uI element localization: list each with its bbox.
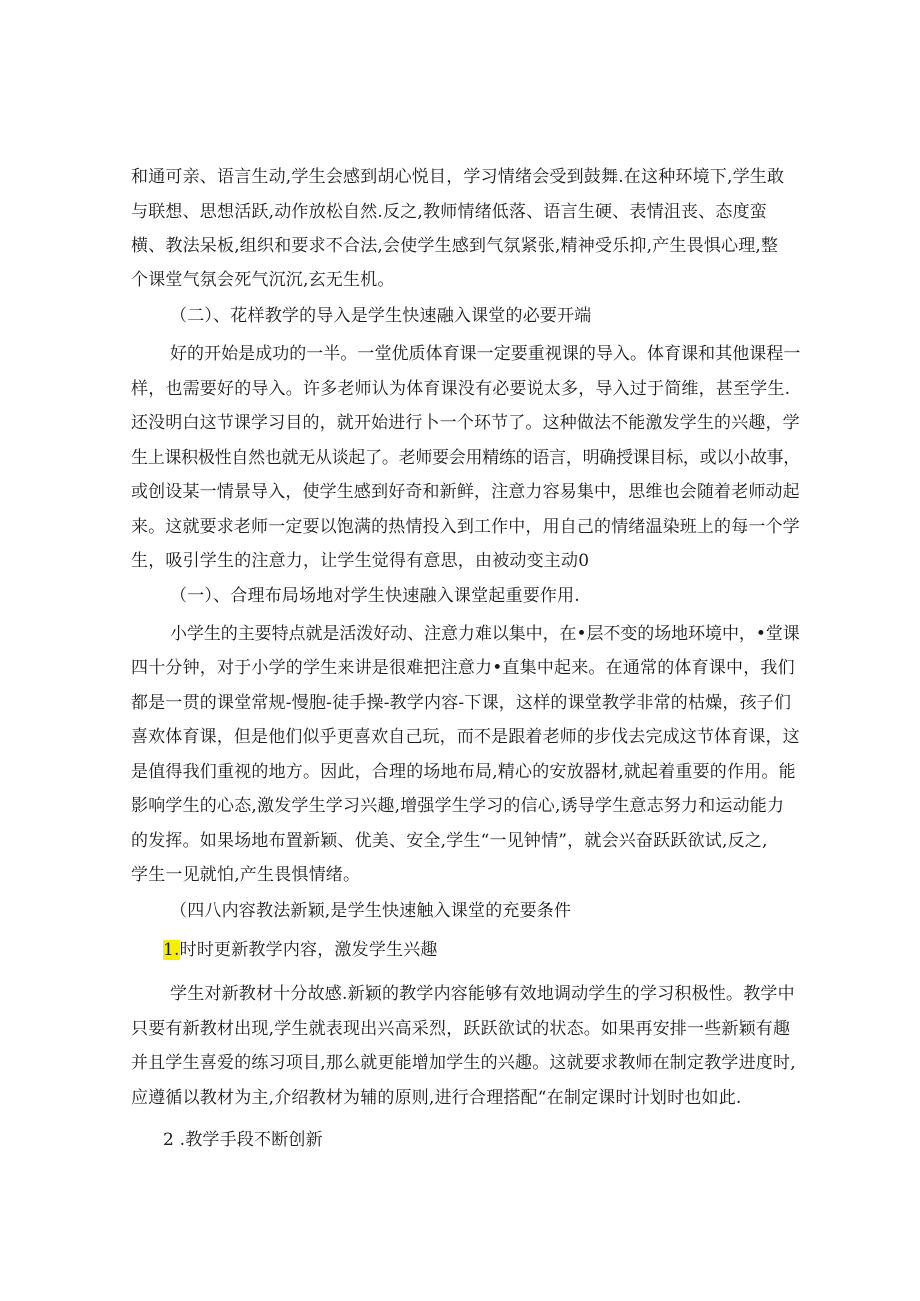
paragraph-4-line-1: 学生对新教材十分故感.新颖的教学内容能够有效地调动学生的学习积极性。教学中: [170, 984, 795, 1004]
paragraph-3-line-3: 都是一贯的课堂常规-慢胞-徒手操-教学内容-下课，这样的课堂教学非常的枯燥，孩子们: [131, 693, 792, 713]
paragraph-4-line-3: 并且学生喜爱的练习项目,那么就更能增加学生的兴趣。这就要求教师在制定教学进度时,: [131, 1053, 796, 1073]
paragraph-3-line-6: 影响学生的心态,激发学生学习兴趣,增强学生学习的信心,诱导学生意志努力和运动能力: [131, 796, 785, 816]
paragraph-1-line-1: 和通可亲、语言生动,学生会感到胡心悦目，学习情绪会受到鼓舞.在这种环境下,学生敢: [131, 167, 785, 187]
paragraph-1-line-2: 与联想、思想活跃,动作放松自然.反之,教师情绪低落、语言生硬、表情沮丧、态度蛮: [131, 202, 768, 222]
paragraph-2-line-2: 样，也需要好的导入。许多老师认为体育课没有必要说太多，导入过于简维，甚至学生.: [131, 379, 791, 399]
subheading-1-text: 时时更新教学内容，激发学生兴趣: [179, 940, 438, 960]
subheading-1: [163, 939, 438, 961]
paragraph-1-line-3: 横、教法呆板,组织和要求不合法,会使学生感到气氛紧张,精神受乐抑,产生畏惧心理,整: [131, 236, 779, 256]
highlight-marker: 1.: [163, 940, 180, 960]
paragraph-3-line-4: 喜欢体育课，但是他们似乎更喜欢自己玩，而不是跟着老师的步伐去完成这节体育课，这: [131, 727, 800, 747]
paragraph-2-line-6: 来。这就要求老师一定要以饱满的热情投入到工作中，用自己的情绪温染班上的每一个学: [131, 517, 800, 537]
paragraph-3-line-8: 学生一见就怕,产生畏惧情绪。: [131, 865, 361, 885]
section-heading-4: （四八内容教法新颖,是学生快速触入课堂的充要条件: [170, 901, 572, 921]
paragraph-4-line-4: 应遵循以教材为主,介绍教材为辅的原则,进行合理搭配“在制定课时计划时也如此.: [131, 1088, 742, 1108]
subheading-2: 2 .教学手段不断创新: [163, 1130, 323, 1150]
section-heading-2: （二）、花样教学的导入是学生快速融入课堂的必要开端: [170, 306, 592, 326]
paragraph-2-line-4: 生上课积极性自然也就无从谈起了。老师要会用精练的语言，明确授课目标，或以小故事，: [131, 448, 800, 468]
paragraph-4-line-2: 只要有新教材出现,学生就表现出兴高采烈，跃跃欲试的状态。如果再安排一些新颖有趣: [131, 1019, 791, 1039]
paragraph-3-line-1: 小学生的主要特点就是活泼好动、注意力难以集中，在•层不变的场地环境中，•堂课: [170, 624, 800, 644]
paragraph-2-line-5: 或创设某一情景导入，使学生感到好奇和新鲜，注意力容易集中，思维也会随着老师动起: [131, 482, 800, 502]
section-heading-1: （一）、合理布局场地对学生快速融入课堂起重要作用.: [170, 586, 580, 606]
paragraph-3-line-5: 是值得我们重视的地方。因此，合理的场地布局,精心的安放器材,就起着重要的作用。能: [131, 762, 796, 782]
paragraph-2-line-3: 还没明白这节课学习目的，就开始进行卜一个环节了。这种做法不能激发学生的兴趣，学: [131, 413, 800, 433]
paragraph-2-line-1: 好的开始是成功的一半。一堂优质体育课一定要重视课的导入。体育课和其他课程一: [170, 344, 801, 364]
paragraph-1-line-4: 个课堂气氛会死气沉沉,玄无生机。: [131, 270, 395, 290]
paragraph-3-line-7: 的发挥。如果场地布置新颖、优美、安全,学生“一见钟情”，就会兴奋跃跃欲试,反之,: [131, 831, 768, 851]
paragraph-3-line-2: 四十分钟，对于小学的学生来讲是很难把注意力•直集中起来。在通常的体育课中，我们: [131, 658, 795, 678]
paragraph-2-line-7: 生，吸引学生的注意力，让学生觉得有意思，由被动变主动0: [131, 551, 590, 571]
